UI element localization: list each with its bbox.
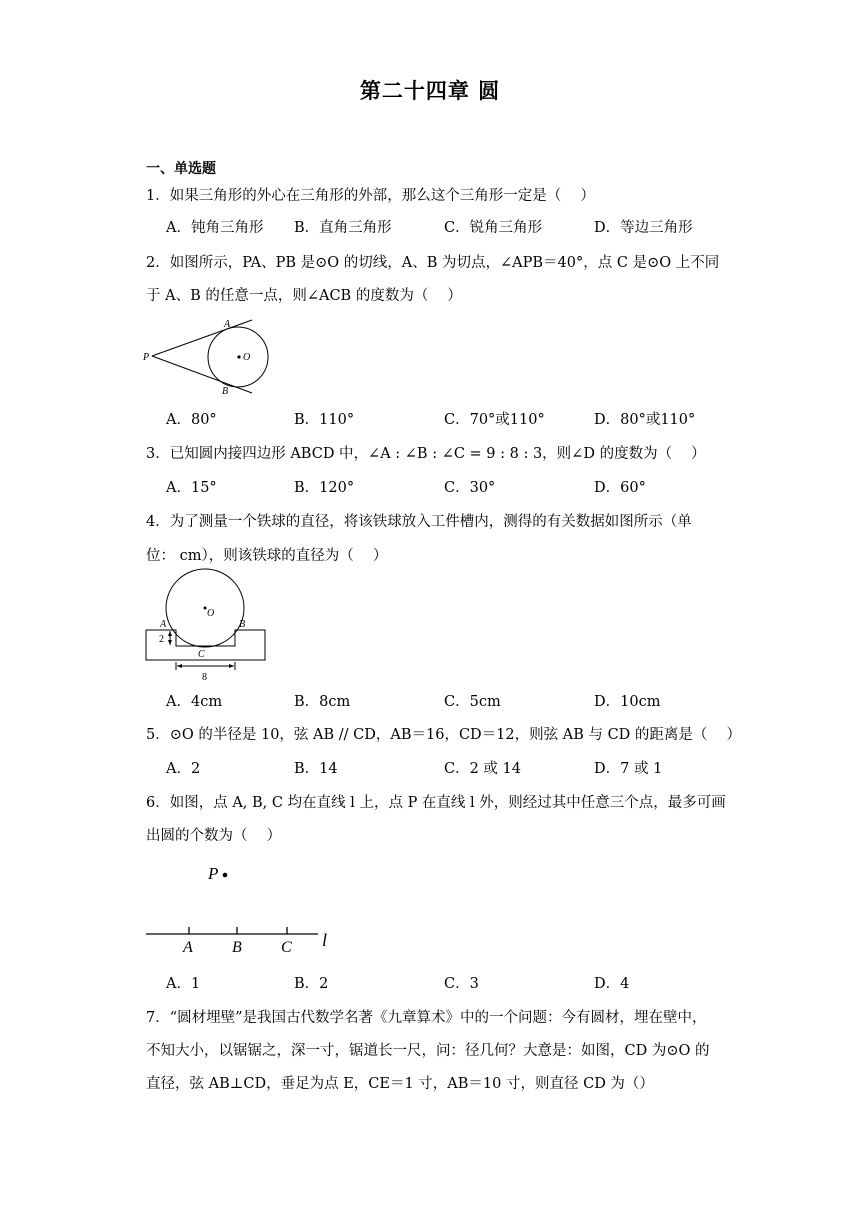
option-a[interactable]: A．15°	[166, 480, 217, 496]
option-c[interactable]: C．70°或110°	[444, 412, 545, 428]
option-a[interactable]: A．2	[166, 761, 201, 777]
point-p-label: P	[143, 352, 150, 363]
question-6-text-line-1: 6．如图，点 A, B, C 均在直线 l 上，点 P 在直线 l 外，则经过其中任意三个点，最多可画	[146, 795, 726, 811]
option-b[interactable]: B．8cm	[294, 694, 351, 710]
option-d[interactable]: D．60°	[594, 480, 646, 496]
height-label: 2	[159, 634, 164, 645]
point-b-label: B	[239, 619, 246, 630]
question-6-text-line-2: 出圆的个数为（ ）	[146, 828, 282, 844]
tangent-circle-figure	[140, 312, 280, 398]
iron-ball-figure	[140, 566, 272, 684]
option-c[interactable]: C．5cm	[444, 694, 501, 710]
question-2-text-line-1: 2．如图所示，PA、PB 是⊙O 的切线，A、B 为切点，∠APB＝40°，点 C 是⊙O 上不同	[146, 255, 720, 271]
question-7-text-line-1: 7．“圆材埋壁”是我国古代数学名著《九章算术》中的一个问题：今有圆材，埋在壁中，	[146, 1010, 707, 1026]
option-b[interactable]: B．14	[294, 761, 338, 777]
point-a-label: A	[160, 619, 167, 630]
line-l-label: l	[322, 930, 328, 950]
question-5-text: 5．⊙O 的半径是 10，弦 AB // CD，AB＝16，CD＝12，则弦 AB 与 CD 的距离是（ ）	[146, 727, 742, 743]
option-d[interactable]: D．等边三角形	[594, 220, 693, 236]
option-a[interactable]: A．钝角三角形	[166, 220, 264, 236]
option-a[interactable]: A．1	[166, 976, 201, 992]
chapter-title: 第二十四章 圆	[359, 78, 501, 103]
point-a-label: A	[183, 939, 193, 956]
option-d[interactable]: D．10cm	[594, 694, 661, 710]
question-7-text-line-2: 不知大小，以锯锯之，深一寸，锯道长一尺，问：径几何？大意是：如图，CD 为⊙O 的	[146, 1043, 710, 1059]
question-1-text: 1．如果三角形的外心在三角形的外部，那么这个三角形一定是（ ）	[146, 188, 595, 204]
option-a[interactable]: A．80°	[166, 412, 217, 428]
option-d[interactable]: D．80°或110°	[594, 412, 696, 428]
option-c[interactable]: C．3	[444, 976, 479, 992]
option-b[interactable]: B．直角三角形	[294, 220, 392, 236]
option-b[interactable]: B．2	[294, 976, 329, 992]
question-4-text-line-2: 位： cm），则该铁球的直径为（ ）	[146, 548, 388, 564]
option-c[interactable]: C．2 或 14	[444, 761, 521, 777]
points-on-line-figure	[140, 858, 340, 958]
section-heading: 一、单选题	[146, 161, 216, 177]
point-c-label: C	[281, 939, 292, 956]
point-p-label: P	[208, 864, 219, 883]
option-c[interactable]: C．30°	[444, 480, 496, 496]
point-o-label: O	[243, 352, 251, 363]
option-a[interactable]: A．4cm	[166, 694, 223, 710]
point-a-label: A	[224, 319, 231, 330]
point-b-label: B	[232, 939, 242, 956]
width-label: 8	[202, 672, 207, 683]
question-7-text-line-3: 直径，弦 AB⊥CD，垂足为点 E，CE＝1 寸，AB＝10 寸，则直径 CD 为（）	[146, 1076, 654, 1092]
question-2-text-line-2: 于 A、B 的任意一点，则∠ACB 的度数为（ ）	[146, 288, 462, 304]
option-c[interactable]: C．锐角三角形	[444, 220, 543, 236]
question-4-text-line-1: 4．为了测量一个铁球的直径，将该铁球放入工件槽内，测得的有关数据如图所示（单	[146, 514, 692, 530]
point-c-label: C	[198, 649, 205, 660]
option-b[interactable]: B．120°	[294, 480, 355, 496]
option-d[interactable]: D．4	[594, 976, 630, 992]
point-b-label: B	[222, 386, 229, 397]
option-b[interactable]: B．110°	[294, 412, 355, 428]
center-o-label: O	[207, 608, 215, 619]
option-d[interactable]: D．7 或 1	[594, 761, 663, 777]
question-3-text: 3．已知圆内接四边形 ABCD 中，∠A : ∠B : ∠C = 9 : 8 : 3，则∠D 的度数为（ ）	[146, 446, 706, 462]
